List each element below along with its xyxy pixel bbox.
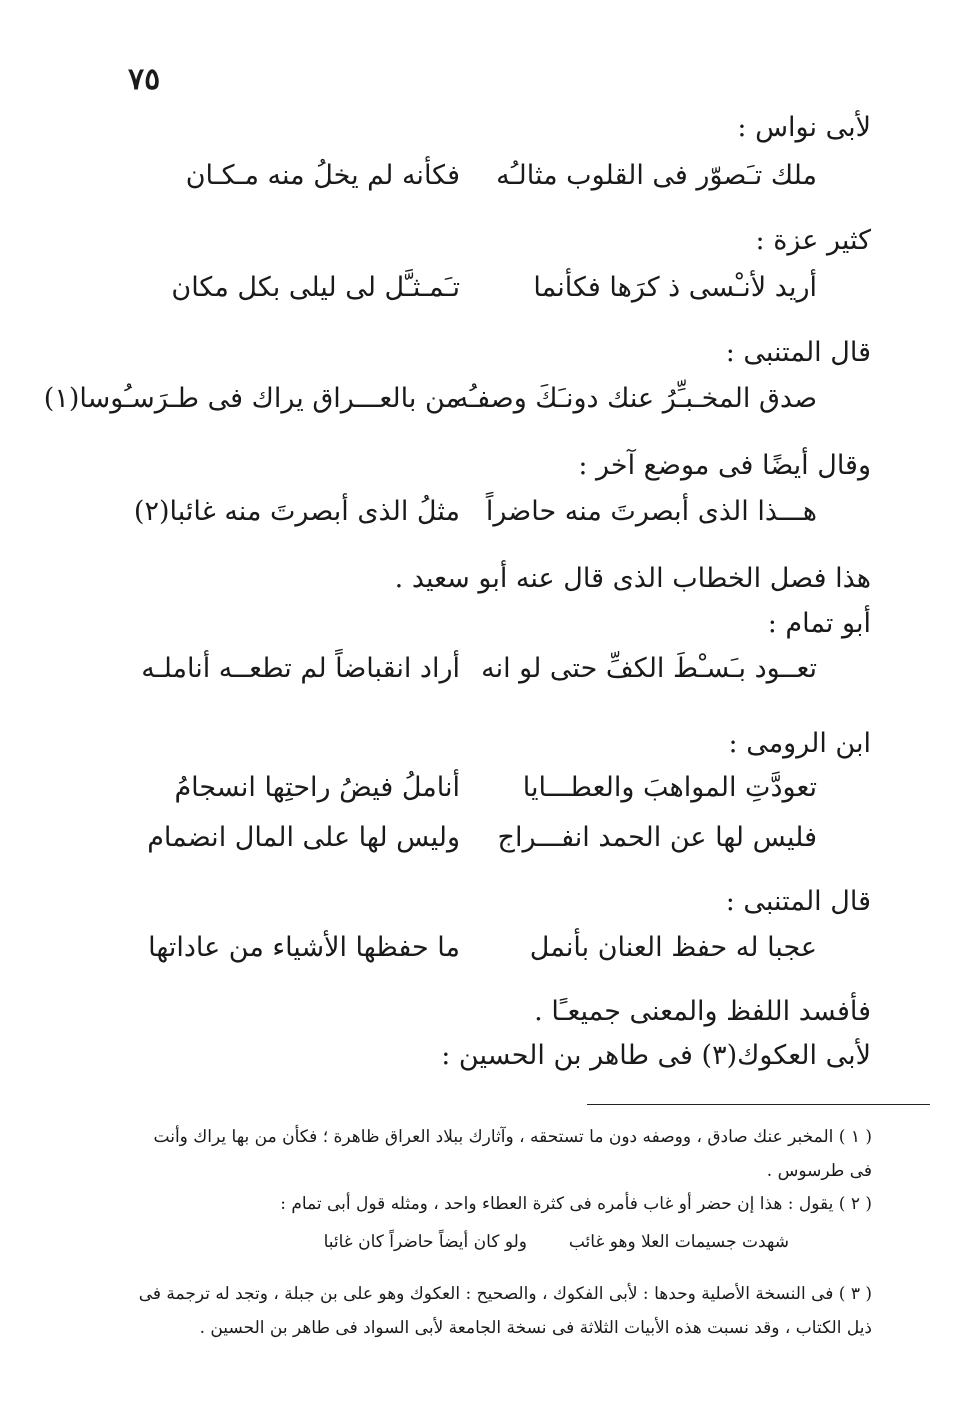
- verse-second-hemistich: من بالعـــراق يراك فى طـرَسـُوسا(١): [43, 383, 460, 414]
- footnote-verse-first: شهدت جسيمات العلا وهو غائب: [568, 1232, 789, 1252]
- prose-line: هذا فصل الخطاب الذى قال عنه أبو سعيد .: [394, 563, 871, 594]
- poet-intro: وقال أيضًا فى موضع آخر :: [578, 450, 871, 481]
- poet-intro: ابن الرومى :: [728, 728, 871, 759]
- verse-first-hemistich: تعودَّتِ المواهبَ والعطـــايا: [522, 772, 817, 803]
- verse-second-hemistich: ما حفظها الأشياء من عاداتها: [148, 932, 460, 963]
- poet-intro: لأبى العكوك(٣) فى طاهر بن الحسين :: [441, 1040, 871, 1071]
- poet-intro: قال المتنبى :: [725, 337, 871, 368]
- poet-intro: لأبى نواس :: [737, 112, 871, 143]
- prose-line: فأفسد اللفظ والمعنى جميعـًا .: [534, 996, 871, 1027]
- poet-intro: قال المتنبى :: [725, 886, 871, 917]
- footnote-rule: [587, 1104, 930, 1105]
- verse-first-hemistich: ملك تـَصوّر فى القلوب مثالـُه: [496, 160, 817, 191]
- verse-second-hemistich: وليس لها على المال انضمام: [147, 822, 460, 853]
- footnote-3: ( ٣ ) فى النسخة الأصلية وحدها : لأبى الفكوك ، والصحيح : العكوك وهو على بن جبلة ، وتجد له ترجمة فى ذيل الكتاب ، وقد نسبت هذه الأبيات الثلاثة فى نسخة الجامعة لأبى السواد فى طاهر بن الحسين .: [138, 1284, 872, 1338]
- poet-intro: كثير عزة :: [755, 225, 871, 256]
- verse-second-hemistich: فكأنه لم يخلُ منه مـكـان: [185, 160, 460, 191]
- poet-intro: أبو تمام :: [767, 608, 871, 639]
- footnote-2: ( ٢ ) يقول : هذا إن حضر أو غاب فأمره فى كثرة العطاء واحد ، ومثله قول أبى تمام :: [280, 1194, 872, 1214]
- verse-second-hemistich: مثلُ الذى أبصرتَ منه غائبا(٢): [133, 496, 460, 527]
- verse-first-hemistich: هـــذا الذى أبصرتَ منه حاضراً: [485, 496, 817, 527]
- verse-first-hemistich: عجبا له حفظ العنان بأنمل: [529, 932, 817, 963]
- verse-first-hemistich: أريد لأنـْسى ذ كرَها فكأنما: [533, 272, 817, 303]
- verse-second-hemistich: تـَمـثـَّل لى ليلى بكل مكان: [171, 272, 460, 303]
- verse-first-hemistich: تعــود بـَسـْطَ الكفِّ حتى لو انه: [481, 653, 817, 684]
- verse-second-hemistich: أناملُ فيضُ راحتِها انسجامُ: [174, 772, 460, 803]
- footnote-1: ( ١ ) المخبر عنك صادق ، ووصفه دون ما تستحقه ، وآثارك ببلاد العراق ظاهرة ؛ فكأن من بها يراك وأنت فى طرسوس .: [153, 1127, 872, 1181]
- verse-second-hemistich: أراد انقباضاً لم تطعــه أناملـه: [141, 653, 460, 684]
- verse-first-hemistich: صدق المخـبـِّرُ عنك دونـَكَ وصفـُه: [454, 383, 817, 414]
- verse-first-hemistich: فليس لها عن الحمد انفـــراج: [497, 822, 817, 853]
- footnote-verse-second: ولو كان أيضاً حاضراً كان غائبا: [323, 1232, 527, 1252]
- page-number: ٧٥: [128, 62, 161, 97]
